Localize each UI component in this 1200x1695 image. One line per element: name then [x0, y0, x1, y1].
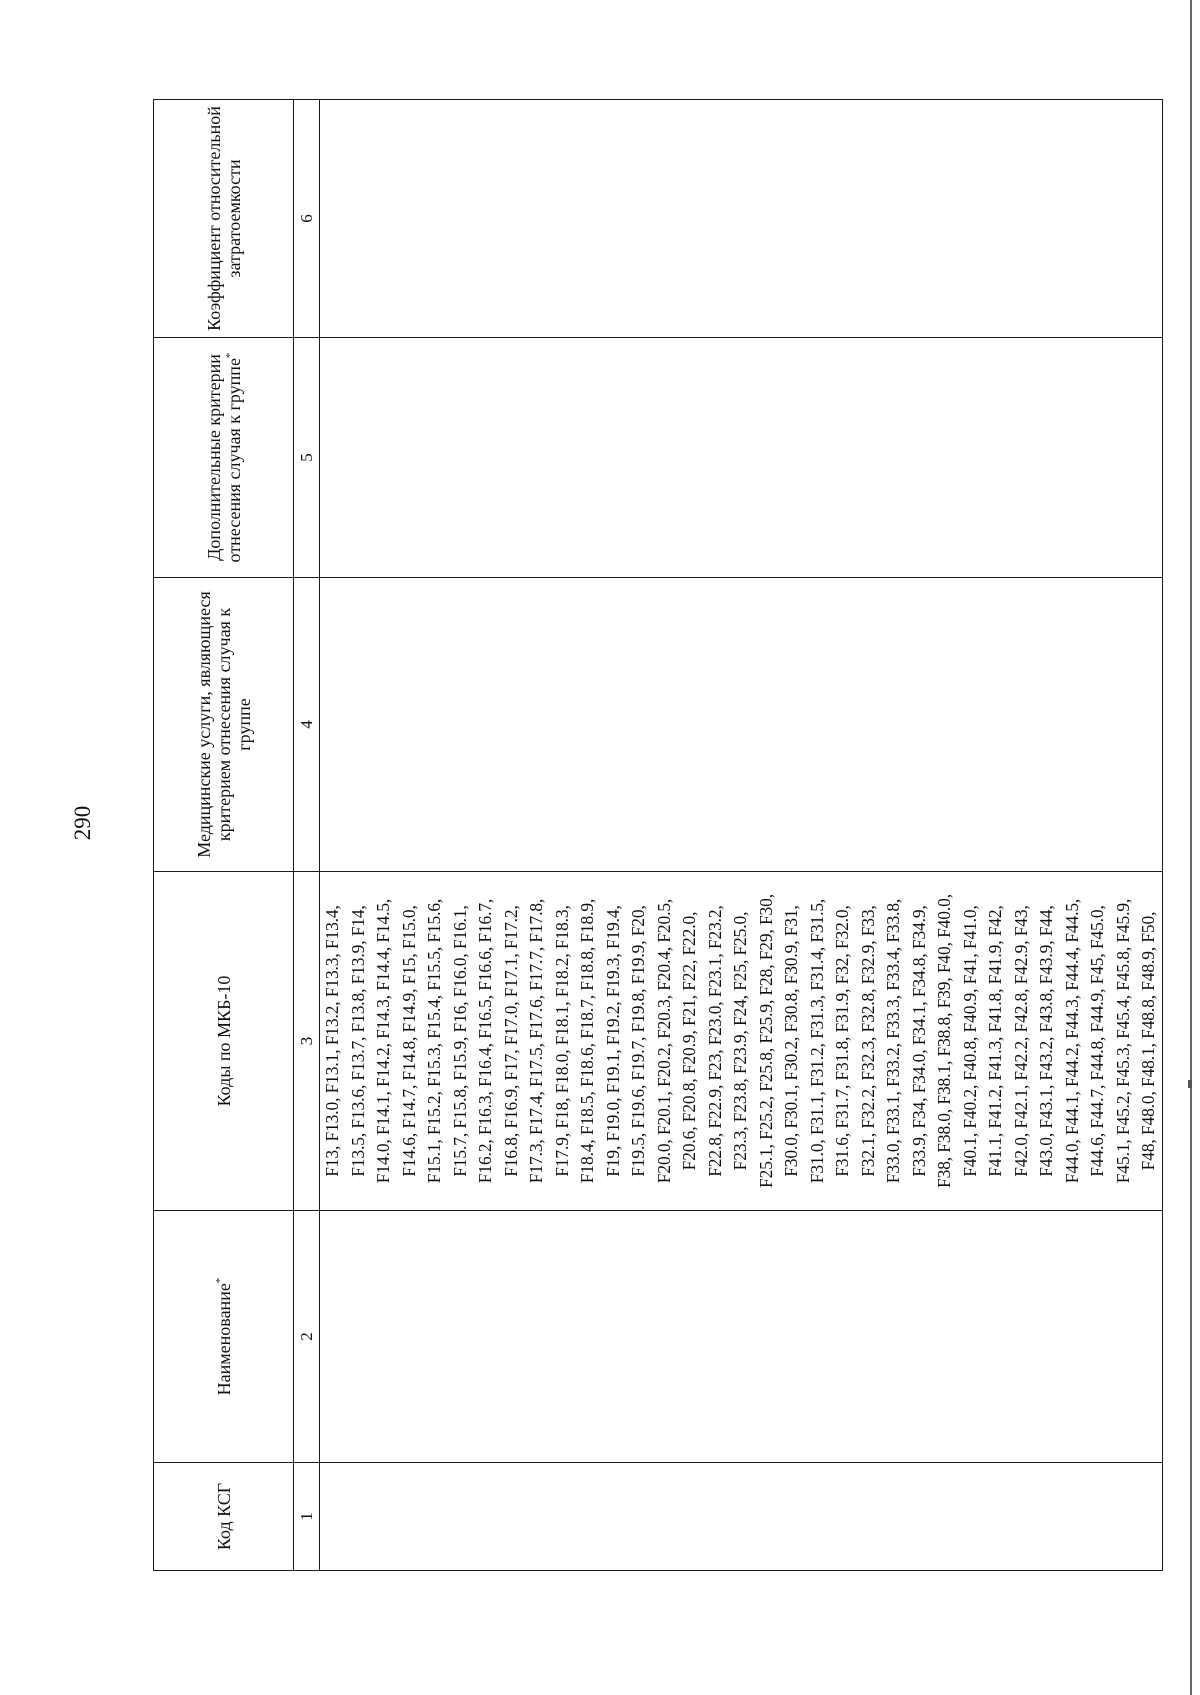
header-coefficient: Коэффициент относительной затратоемкости — [154, 100, 294, 338]
mkb-code-line: F18.4, F18.5, F18.6, F18.7, F18.8, F18.9, — [577, 898, 597, 1184]
cell-coefficient — [320, 100, 1163, 338]
mkb-code-line: F44.0, F44.1, F44.2, F44.3, F44.4, F44.5, — [1061, 898, 1082, 1184]
mkb-code-line: F13, F13.0, F13.1, F13.2, F13.3, F13.4, — [322, 905, 342, 1177]
page-edge-mark — [1188, 1080, 1192, 1088]
mkb-code-line: F43.0, F43.1, F43.2, F43.8, F43.9, F44, — [1036, 905, 1056, 1177]
mkb-code-line: F31.0, F31.1, F31.2, F31.3, F31.4, F31.5, — [806, 898, 827, 1184]
table-row — [320, 100, 1163, 1571]
mkb-code-line: F16.2, F16.3, F16.4, F16.5, F16.6, F16.7, — [475, 898, 495, 1184]
mkb-code-line: F38, F38.0, F38.1, F38.8, F39, F40, F40.0, — [934, 894, 954, 1188]
mkb-code-line: F14.6, F14.7, F14.8, F14.9, F15, F15.0, — [398, 905, 419, 1177]
cell-medical-services — [320, 578, 1163, 872]
mkb-code-line: F16.8, F16.9, F17, F17.0, F17.1, F17.2, — [500, 905, 521, 1177]
mkb-code-line: F15.7, F15.8, F15.9, F16, F16.0, F16.1, — [449, 905, 470, 1177]
mkb-code-line: F48, F48.0, F48.1, F48.8, F48.9, F50, — [1138, 911, 1158, 1171]
header-medical-services: Медицинские услуги, являющиеся критерием отнесения случая к группе — [154, 578, 294, 872]
mkb-code-line: F23.3, F23.8, F23.9, F24, F25, F25.0, — [730, 911, 750, 1171]
mkb-code-line: F41.1, F41.2, F41.3, F41.8, F41.9, F42, — [985, 905, 1005, 1177]
mkb-code-line: F30.0, F30.1, F30.2, F30.8, F30.9, F31, — [781, 905, 801, 1177]
header-extra-criteria: Дополнительные критерии отнесения случая к группе* — [154, 338, 294, 578]
column-number: 6 — [294, 100, 320, 338]
page-edge-line — [1190, 0, 1192, 1695]
mkb-code-line: F17.9, F18, F18.0, F18.1, F18.2, F18.3, — [551, 905, 572, 1177]
cell-mkb-codes — [320, 872, 1163, 1211]
header-ksg-code: Код КСГ — [154, 1463, 294, 1571]
column-number-row — [294, 100, 320, 1571]
cell-name — [320, 1211, 1163, 1463]
column-number: 4 — [294, 578, 320, 872]
mkb-code-line: F17.3, F17.4, F17.5, F17.6, F17.7, F17.8, — [526, 898, 546, 1184]
mkb-code-line: F42.0, F42.1, F42.2, F42.8, F42.9, F43, — [1010, 905, 1031, 1177]
cell-ksg-code — [320, 1463, 1163, 1571]
mkb-code-line: F33.9, F34, F34.0, F34.1, F34.8, F34.9, — [908, 905, 929, 1177]
column-number: 5 — [294, 338, 320, 578]
mkb-code-line: F22.8, F22.9, F23, F23.0, F23.1, F23.2, — [704, 905, 725, 1177]
ksg-table-container — [153, 100, 1158, 1571]
mkb-code-line: F20.6, F20.8, F20.9, F21, F22, F22.0, — [679, 911, 699, 1171]
mkb-code-line: F40.1, F40.2, F40.8, F40.9, F41, F41.0, — [959, 905, 980, 1177]
mkb-code-line: F14.0, F14.1, F14.2, F14.3, F14.4, F14.5, — [373, 898, 393, 1184]
ksg-table — [153, 99, 1163, 1571]
mkb-code-line: F15.1, F15.2, F15.3, F15.4, F15.5, F15.6, — [424, 898, 444, 1184]
mkb-code-line: F31.6, F31.7, F31.8, F31.9, F32, F32.0, — [832, 905, 852, 1177]
column-number: 3 — [294, 872, 320, 1211]
header-name: Наименование* — [154, 1211, 294, 1463]
mkb-code-line: F45.1, F45.2, F45.3, F45.4, F45.8, F45.9, — [1112, 898, 1133, 1184]
mkb-code-line: F44.6, F44.7, F44.8, F44.9, F45, F45.0, — [1087, 905, 1107, 1177]
column-number: 2 — [294, 1211, 320, 1463]
mkb-code-line: F19, F19.0, F19.1, F19.2, F19.3, F19.4, — [602, 905, 623, 1177]
table-header-row — [154, 100, 294, 1571]
header-mkb-codes: Коды по МКБ-10 — [154, 872, 294, 1211]
mkb-code-line: F19.5, F19.6, F19.7, F19.8, F19.9, F20, — [628, 905, 648, 1177]
mkb-code-line: F13.5, F13.6, F13.7, F13.8, F13.9, F14, — [347, 905, 368, 1177]
mkb-code-line: F20.0, F20.1, F20.2, F20.3, F20.4, F20.5, — [653, 898, 674, 1184]
mkb-code-line: F33.0, F33.1, F33.2, F33.3, F33.4, F33.8, — [883, 898, 903, 1184]
column-number: 1 — [294, 1463, 320, 1571]
mkb-code-line: F25.1, F25.2, F25.8, F25.9, F28, F29, F30, — [755, 894, 776, 1188]
mkb-code-line: F32.1, F32.2, F32.3, F32.8, F32.9, F33, — [857, 905, 878, 1177]
page-number: 290 — [70, 805, 95, 841]
cell-extra-criteria — [320, 338, 1163, 578]
